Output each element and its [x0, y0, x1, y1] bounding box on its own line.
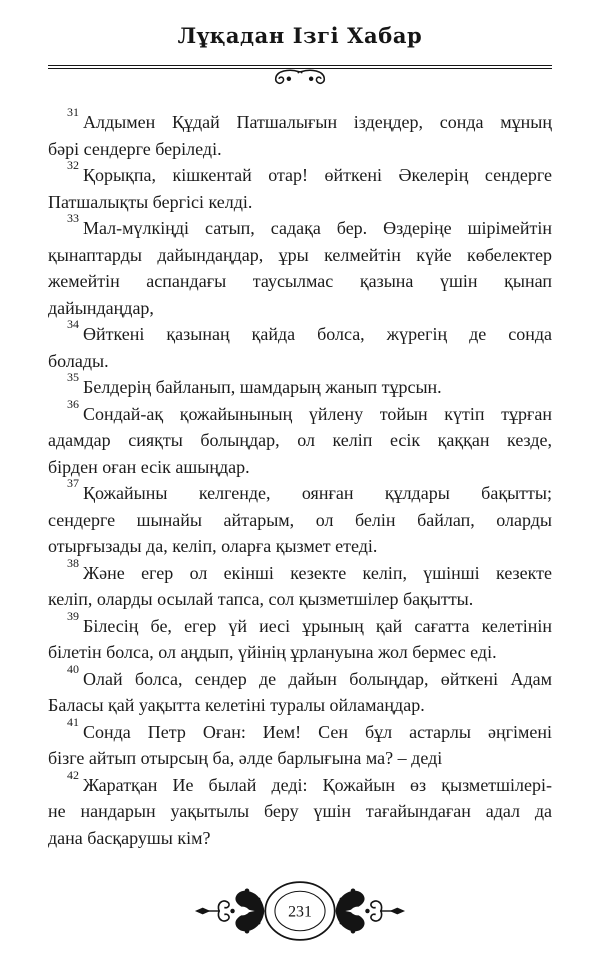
verse-number: 42 — [67, 767, 79, 782]
verse-line: не нандарын уақытылы беру үшін тағайындаған адал да — [48, 801, 552, 821]
verse-line: жемейтін аспандағы таусылмас қазына үшін қынап — [48, 271, 552, 291]
verse-number: 40 — [67, 661, 79, 676]
verse-line: бәрі сендерге беріледі. — [48, 138, 222, 159]
verse-number: 37 — [67, 476, 79, 490]
verses — [48, 105, 552, 851]
verse-line: $^{33}$ Мал-мүлкіңді сатып, садақа бер. Өздеріңе шірімейтін — [67, 211, 552, 238]
verse-line: сендерге шынайы айтарым, ол белін байлап, оларды — [48, 509, 552, 530]
verse-line: адамдар сияқты болыңдар, ол келіп есік қаққан кезде, — [48, 430, 552, 450]
verse-number: 33 — [67, 211, 79, 225]
verse-line: дана басқарушы кім? — [48, 827, 211, 848]
verse-line: Баласы қай уақытта келетіні туралы ойламаңдар. — [48, 695, 425, 715]
verse-paragraph — [48, 767, 552, 852]
verse-line: $^{36}$ Сондай-ақ қожайынының үйлену тойын күтіп тұрған — [67, 396, 552, 424]
verse-number: 34 — [67, 317, 79, 331]
verse-paragraph — [48, 105, 552, 162]
verse-line: білетін болса, ол аңдып, үйінің ұрлануына жол бермес еді. — [48, 642, 497, 662]
verse-paragraph — [48, 396, 552, 481]
footer-ornament-icon — [194, 878, 406, 944]
verse-line: бірден оған есік ашыңдар. — [48, 456, 250, 477]
verse-number: 31 — [67, 105, 79, 119]
verse-paragraph — [48, 211, 552, 321]
verse-number: 41 — [67, 714, 79, 729]
verse-number: 39 — [67, 608, 79, 623]
verse-line: бізге айтып отырсың ба, әлде барлығына ма? – деді — [48, 748, 443, 768]
verse-paragraph — [48, 661, 552, 719]
verse-line: $^{38}$ Және егер ол екінші кезекте келіп, үшінші кезекте — [67, 555, 552, 583]
verse-line: болады. — [48, 350, 109, 371]
verse-number: 38 — [67, 555, 79, 570]
verse-line: қынаптарды дайындаңдар, ұры келмейтін күйе көбелектер — [48, 244, 552, 265]
verse-line: келіп, оларды осылай тапса, сол қызметшілер бақытты. — [48, 589, 474, 609]
verse-line: $^{32}$ Қорықпа, кішкентай отар! өйткені Әкелерің сендерге — [67, 158, 552, 185]
page-footer — [0, 878, 600, 944]
verse-line: $^{37}$ Қожайыны келгенде, оянған құлдары бақытты; — [67, 476, 552, 503]
verse-line: дайындаңдар, — [48, 297, 154, 318]
verse-paragraph — [48, 714, 552, 772]
verse-line: $^{35}$ Белдерің байланып, шамдарың жанып тұрсын. — [67, 370, 442, 397]
verse-line: $^{40}$ Олай болса, сендер де дайын болыңдар, өйткені Адам — [67, 661, 552, 689]
verse-line: $^{39}$ Білесің бе, егер үй иесі ұрының қай сағатта келетінін — [67, 608, 552, 636]
verse-paragraph — [48, 555, 552, 613]
header-flourish-icon — [269, 68, 331, 88]
verse-line: $^{31}$ Алдымен Құдай Патшалығын іздеңдер, сонда мұның — [67, 105, 552, 132]
verse-line: Патшалықты бергісі келді. — [48, 191, 253, 212]
verse-line: $^{41}$ Сонда Петр Оған: Ием! Сен бұл астарлы әңгімені — [67, 714, 552, 742]
footer-flourish-right — [336, 888, 405, 933]
verse-paragraph — [48, 317, 552, 374]
verse-paragraph — [48, 370, 552, 401]
verse-number: 36 — [67, 396, 79, 411]
page-title: Лұқадан Ізгі Хабар — [177, 23, 423, 48]
verse-paragraph — [48, 158, 552, 215]
verse-line: отырғызады да, келіп, оларға қызмет етеді. — [48, 536, 378, 556]
verse-number: 35 — [67, 370, 79, 384]
verse-number: 32 — [67, 158, 79, 172]
verse-paragraph — [48, 476, 552, 560]
verse-line: $^{34}$ Өйткені қазынаң қайда болса, жүрегің де сонда — [67, 317, 552, 344]
verse-line: $^{42}$ Жаратқан Ие былай деді: Қожайын өз қызметшілері- — [67, 767, 552, 795]
verse-paragraph — [48, 608, 552, 666]
footer-flourish-left — [195, 888, 264, 933]
page-number: 231 — [288, 903, 312, 921]
